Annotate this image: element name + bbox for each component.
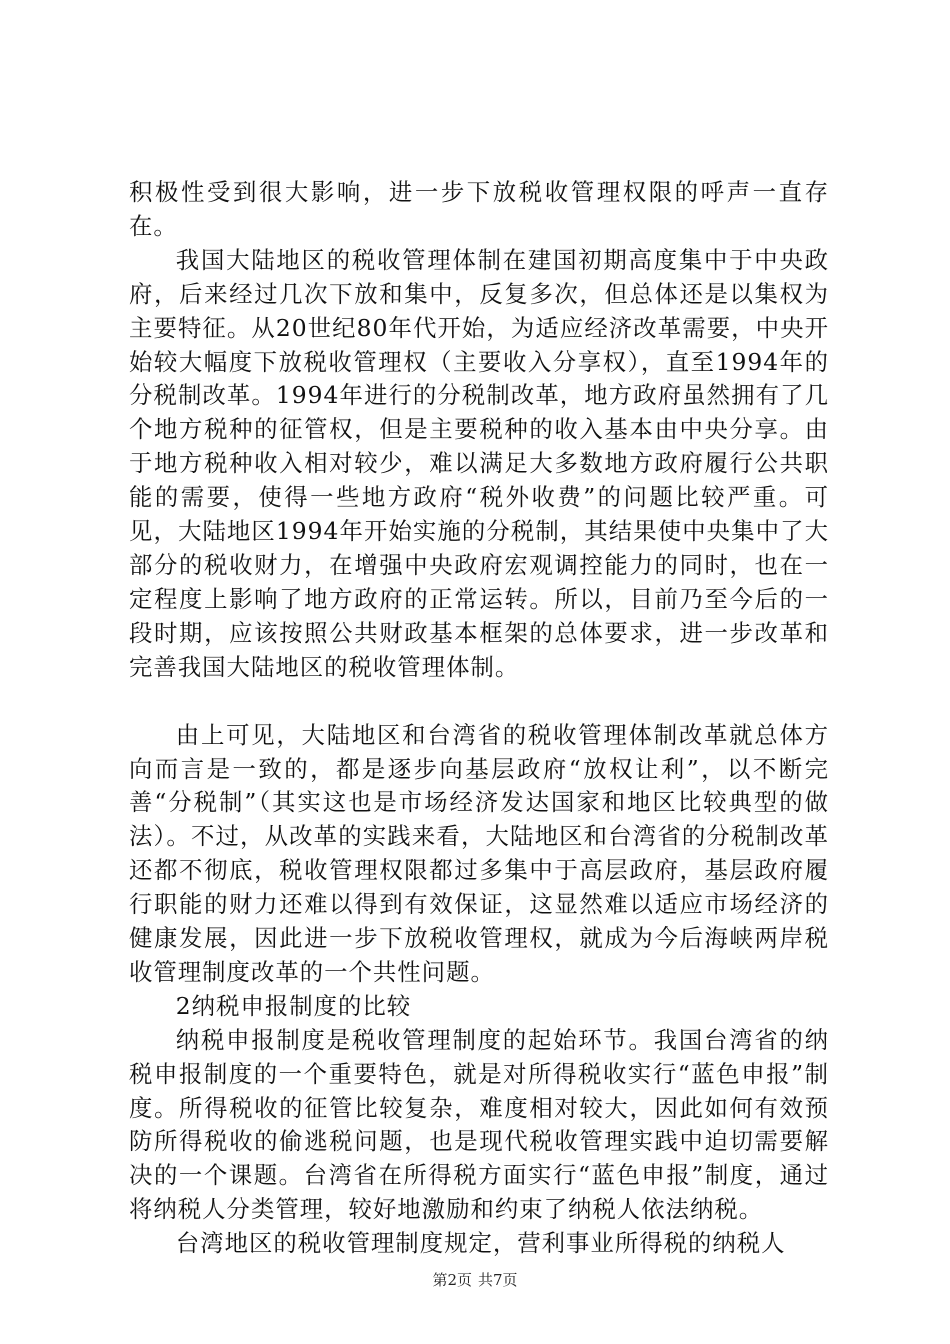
paragraph-comparison-summary: 由上可见，大陆地区和台湾省的税收管理体制改革就总体方向而言是一致的，都是逐步向基层政府“放权让利”，以不断完善“分税制”（其实这也是市场经济发达国家和地区比较典型的做法）。不过，从改革的实践来看，大陆地区和台湾省的分税制改革还都不彻底，税收管理权限都过多集中于高层政府，基层政府履行职能的财力还难以得到有效保证，这显然难以适应市场经济的健康发展，因此进一步下放税收管理权，就成为今后海峡两岸税收管理制度改革的一个共性问题。 bbox=[129, 720, 829, 986]
paragraph-mainland-tax-system: 我国大陆地区的税收管理体制在建国初期高度集中于中央政府，后来经过几次下放和集中，反复多次，但总体还是以集权为主要特征。从20世纪80年代开始，为适应经济改革需要，中央开始较大幅度下放税收管理权（主要收入分享权），直至1994年的分税制改革。1994年进行的分税制改革，地方政府虽然拥有了几个地方税种的征管权，但是主要税种的收入基本由中央分享。由于地方税种收入相对较少，难以满足大多数地方政府履行公共职能的需要，使得一些地方政府“税外收费”的问题比较严重。可见，大陆地区1994年开始实施的分税制，其结果使中央集中了大部分的税收财力，在增强中央政府宏观调控能力的同时，也在一定程度上影响了地方政府的正常运转。所以，目前乃至今后的一段时期，应该按照公共财政基本框架的总体要求，进一步改革和完善我国大陆地区的税收管理体制。 bbox=[129, 245, 829, 681]
section-heading: 2纳税申报制度的比较 bbox=[175, 991, 412, 1020]
paragraph-continuation: 积极性受到很大影响，进一步下放税收管理权限的呼声一直存在。 bbox=[129, 178, 829, 240]
page-total: 共7页 bbox=[478, 1271, 518, 1289]
paragraph-taiwan-regulation: 台湾地区的税收管理制度规定，营利事业所得税的纳税人 bbox=[175, 1229, 786, 1258]
document-body bbox=[129, 176, 829, 1261]
page-footer bbox=[0, 1270, 950, 1290]
page-number: 第2页 bbox=[432, 1271, 472, 1289]
paragraph-gap bbox=[129, 685, 829, 719]
paragraph-blue-filing: 纳税申报制度是税收管理制度的起始环节。我国台湾省的纳税申报制度的一个重要特色，就是对所得税收实行“蓝色申报”制度。所得税收的征管比较复杂，难度相对较大，因此如何有效预防所得税收的偷逃税问题，也是现代税收管理实践中迫切需要解决的一个课题。台湾省在所得税方面实行“蓝色申报”制度，通过将纳税人分类管理，较好地激励和约束了纳税人依法纳税。 bbox=[129, 1025, 829, 1224]
